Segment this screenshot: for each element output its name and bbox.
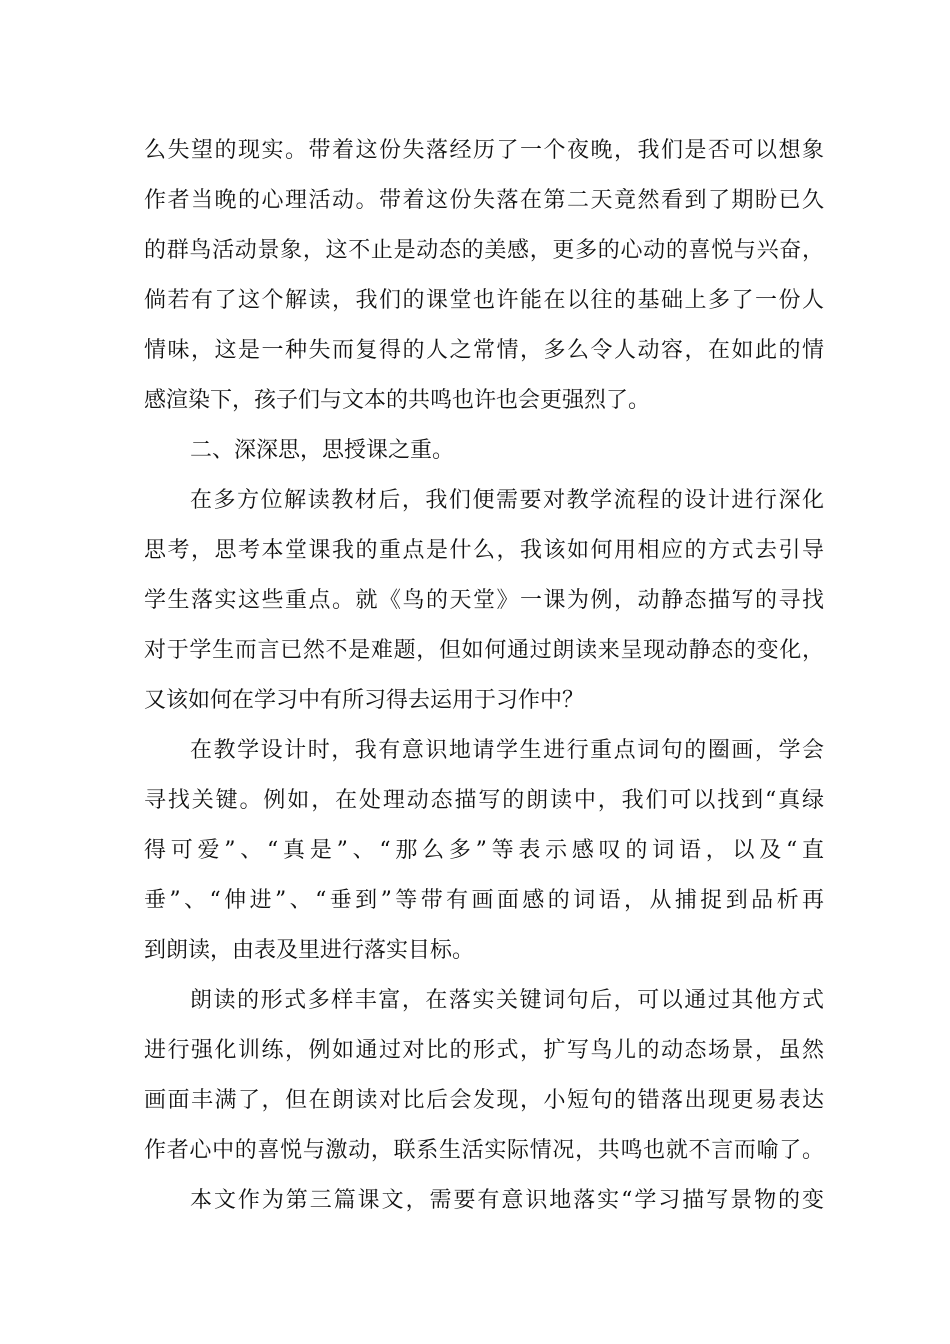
paragraph-4-line-3: 画面丰满了，但在朗读对比后会发现，小短句的错落出现更易表达 bbox=[144, 1088, 824, 1113]
paragraph-3-line-3: 得可爱”、“真是”、“那么多”等表示感叹的词语，以及“直 bbox=[144, 838, 824, 863]
paragraph-2-line-2: 思考，思考本堂课我的重点是什么，我该如何用相应的方式去引导 bbox=[144, 538, 824, 563]
paragraph-3-line-2: 寻找关键。例如，在处理动态描写的朗读中，我们可以找到“真绿 bbox=[144, 788, 824, 813]
paragraph-2-line-1: 在多方位解读教材后，我们便需要对教学流程的设计进行深化 bbox=[190, 488, 824, 513]
paragraph-4-line-1: 朗读的形式多样丰富，在落实关键词句后，可以通过其他方式 bbox=[190, 988, 824, 1013]
paragraph-1-line-6: 感渲染下，孩子们与文本的共鸣也许也会更强烈了。 bbox=[144, 388, 651, 413]
paragraph-1-line-2: 作者当晚的心理活动。带着这份失落在第二天竟然看到了期盼已久 bbox=[144, 188, 824, 213]
section-heading: 二、深深思，思授课之重。 bbox=[190, 438, 455, 463]
paragraph-4-line-2: 进行强化训练，例如通过对比的形式，扩写鸟儿的动态场景，虽然 bbox=[144, 1038, 824, 1063]
paragraph-3-line-5: 到朗读，由表及里进行落实目标。 bbox=[144, 938, 475, 963]
paragraph-5-line-1: 本文作为第三篇课文，需要有意识地落实“学习描写景物的变 bbox=[190, 1188, 824, 1213]
paragraph-1-line-3: 的群鸟活动景象，这不止是动态的美感，更多的心动的喜悦与兴奋， bbox=[144, 238, 824, 263]
paragraph-1-line-4: 倘若有了这个解读，我们的课堂也许能在以往的基础上多了一份人 bbox=[144, 288, 824, 313]
paragraph-2-line-3: 学生落实这些重点。就《鸟的天堂》一课为例，动静态描写的寻找 bbox=[144, 588, 824, 613]
paragraph-3-line-4: 垂”、“伸进”、“垂到”等带有画面感的词语，从捕捉到品析再 bbox=[144, 888, 824, 913]
paragraph-2-line-4: 对于学生而言已然不是难题，但如何通过朗读来呈现动静态的变化， bbox=[144, 638, 824, 663]
paragraph-4-line-4: 作者心中的喜悦与激动，联系生活实际情况，共鸣也就不言而喻了。 bbox=[144, 1138, 824, 1163]
paragraph-2-line-5: 又该如何在学习中有所习得去运用于习作中？ bbox=[144, 688, 585, 713]
paragraph-1-line-1: 么失望的现实。带着这份失落经历了一个夜晚，我们是否可以想象 bbox=[144, 138, 824, 163]
paragraph-1-line-5: 情味，这是一种失而复得的人之常情，多么令人动容，在如此的情 bbox=[144, 338, 824, 363]
paragraph-3-line-1: 在教学设计时，我有意识地请学生进行重点词句的圈画，学会 bbox=[190, 738, 824, 763]
